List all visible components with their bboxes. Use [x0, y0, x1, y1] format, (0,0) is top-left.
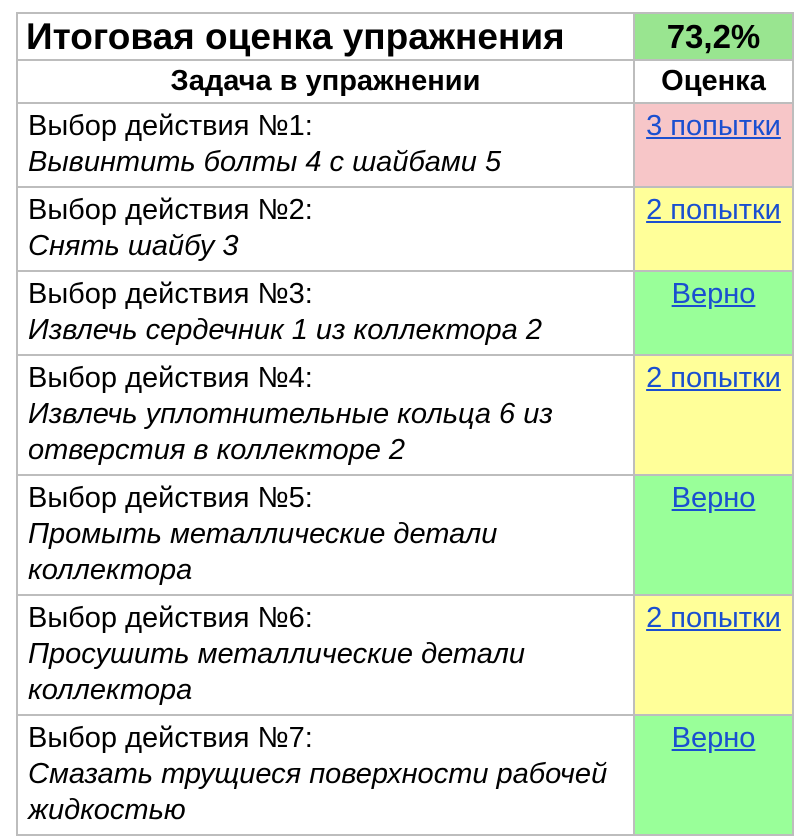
total-score: 73,2%	[634, 13, 793, 60]
action-label: Выбор действия №7:	[28, 722, 313, 754]
action-description: Извлечь уплотнительные кольца 6 из отверстия в коллекторе 2	[28, 398, 553, 466]
task-cell	[17, 475, 634, 595]
task-cell	[17, 355, 634, 475]
score-cell	[634, 595, 793, 715]
action-description: Просушить металлические детали коллектора	[28, 638, 526, 706]
action-label: Выбор действия №2:	[28, 194, 313, 226]
score-link[interactable]: Верно	[671, 278, 756, 310]
table-row	[17, 271, 793, 355]
score-cell	[634, 715, 793, 835]
action-description: Смазать трущиеся поверхности рабочей жидкостью	[28, 758, 608, 826]
action-label: Выбор действия №4:	[28, 362, 313, 394]
table-row	[17, 475, 793, 595]
results-table	[16, 12, 794, 836]
score-cell	[634, 187, 793, 271]
task-cell	[17, 595, 634, 715]
score-cell	[634, 271, 793, 355]
summary-title: Итоговая оценка упражнения	[17, 13, 634, 60]
score-link[interactable]: Верно	[671, 482, 756, 514]
table-row	[17, 103, 793, 187]
task-cell	[17, 187, 634, 271]
score-link[interactable]: 2 попытки	[646, 362, 781, 394]
table-row	[17, 595, 793, 715]
action-description: Промыть металлические детали коллектора	[28, 518, 498, 586]
score-cell	[634, 355, 793, 475]
task-cell	[17, 103, 634, 187]
score-link[interactable]: 3 попытки	[646, 110, 781, 142]
task-cell	[17, 271, 634, 355]
action-label: Выбор действия №3:	[28, 278, 313, 310]
score-column-header: Оценка	[634, 60, 793, 103]
action-label: Выбор действия №1:	[28, 110, 313, 142]
table-row	[17, 187, 793, 271]
task-column-header: Задача в упражнении	[17, 60, 634, 103]
action-description: Вывинтить болты 4 с шайбами 5	[28, 146, 502, 178]
action-label: Выбор действия №5:	[28, 482, 313, 514]
task-cell	[17, 715, 634, 835]
summary-row	[17, 13, 793, 60]
action-description: Извлечь сердечник 1 из коллектора 2	[28, 314, 542, 346]
action-label: Выбор действия №6:	[28, 602, 313, 634]
table-row	[17, 355, 793, 475]
action-description: Снять шайбу 3	[28, 230, 239, 262]
score-cell	[634, 103, 793, 187]
score-link[interactable]: 2 попытки	[646, 194, 781, 226]
score-cell	[634, 475, 793, 595]
header-row	[17, 60, 793, 103]
score-link[interactable]: Верно	[671, 722, 756, 754]
table-row	[17, 715, 793, 835]
score-link[interactable]: 2 попытки	[646, 602, 781, 634]
